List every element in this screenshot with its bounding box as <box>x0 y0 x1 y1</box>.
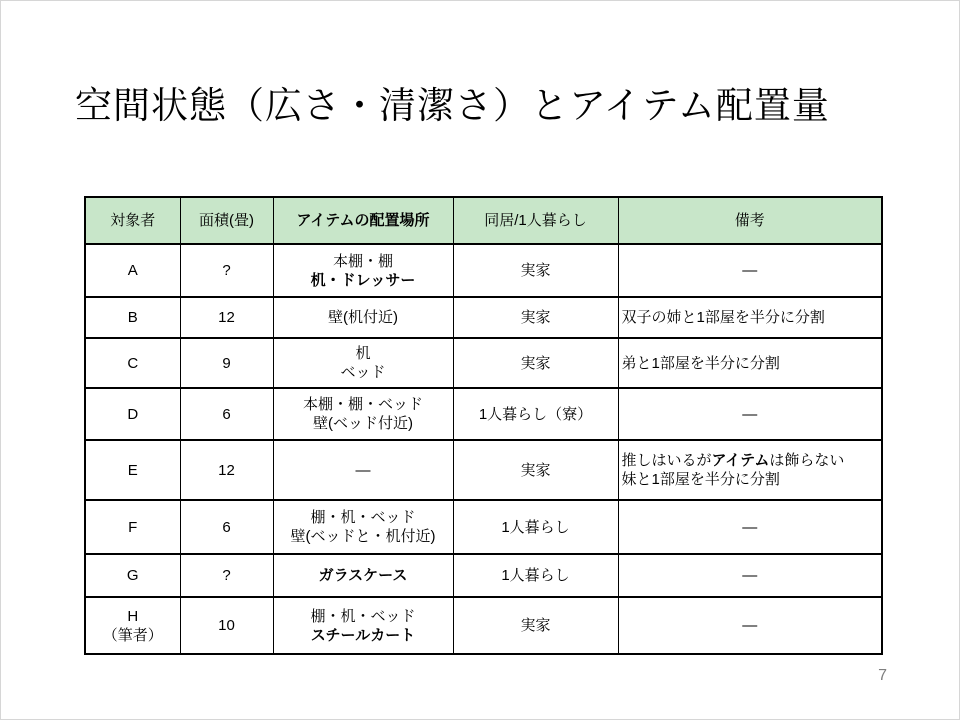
table-cell-subject <box>85 440 180 500</box>
page-title: 空間状態（広さ・清潔さ）とアイテム配置量 <box>75 85 830 126</box>
cell-text-line: 壁(ベッド付近) <box>313 415 413 432</box>
table-body <box>85 244 882 654</box>
cell-text-line: 実家 <box>520 461 551 479</box>
cell-text-line: 本棚・棚 <box>332 252 393 270</box>
table-cell-placement <box>273 554 453 597</box>
table-container <box>84 196 883 655</box>
table-cell-placement <box>273 338 453 388</box>
cell-text-line: 棚・机・ベッド <box>310 607 416 625</box>
cell-text-line: 実家 <box>520 262 551 279</box>
data-table <box>84 196 883 655</box>
table-cell-area <box>180 244 273 297</box>
cell-text-line: 6 <box>222 518 231 536</box>
table-cell-remark <box>618 338 882 388</box>
table-cell-living <box>453 440 618 500</box>
cell-text-line: 1人暮らし <box>501 518 570 536</box>
cell-text-line: ― <box>742 405 758 423</box>
cell-text-line: ― <box>355 461 371 479</box>
column-header-5: 備考 <box>618 197 882 244</box>
cell-text-line: ? <box>222 567 231 584</box>
table-cell-living <box>453 597 618 654</box>
table-cell-living <box>453 500 618 554</box>
cell-text-line: 机・ドレッサー <box>310 271 416 289</box>
table-row <box>85 244 882 297</box>
table-cell-subject <box>85 297 180 338</box>
column-header-3: アイテムの配置場所 <box>273 197 453 244</box>
column-header-4: 同居/1人暮らし <box>453 197 618 244</box>
table-row <box>85 388 882 440</box>
table-row <box>85 297 882 338</box>
table-cell-area <box>180 597 273 654</box>
cell-text-line: 実家 <box>520 617 551 634</box>
table-cell-placement <box>273 244 453 297</box>
cell-text-line: 実家 <box>520 309 551 326</box>
table-cell-remark <box>618 297 882 338</box>
table-cell-remark <box>618 388 882 440</box>
table-cell-subject <box>85 388 180 440</box>
table-row <box>85 500 882 554</box>
cell-text-line: 9 <box>222 354 231 372</box>
table-cell-area <box>180 500 273 554</box>
cell-text-line: D <box>127 405 139 423</box>
cell-text-line: B <box>127 309 138 326</box>
table-cell-area <box>180 338 273 388</box>
table-cell-subject <box>85 500 180 554</box>
table-cell-subject <box>85 597 180 654</box>
cell-text-line: ― <box>742 617 758 634</box>
table-cell-placement <box>273 297 453 338</box>
table-cell-placement <box>273 597 453 654</box>
cell-text-line: F <box>128 518 138 536</box>
table-cell-remark <box>618 244 882 297</box>
page-number: 7 <box>878 667 887 684</box>
column-header-1: 対象者 <box>85 197 180 244</box>
cell-text-line: 12 <box>218 309 235 326</box>
cell-text-line: 実家 <box>520 354 551 372</box>
cell-text-line: スチールカート <box>310 626 416 644</box>
cell-text-line: 妹と1部屋を半分に分割 <box>621 471 780 488</box>
cell-text-line: ― <box>742 518 758 536</box>
cell-text-line: 弟と1部屋を半分に分割 <box>621 354 780 372</box>
cell-text-line: ? <box>222 262 231 279</box>
table-cell-area <box>180 440 273 500</box>
cell-text-line: 双子の姉と1部屋を半分に分割 <box>621 309 825 326</box>
cell-text-line: 1人暮らし <box>501 567 570 584</box>
table-row <box>85 597 882 654</box>
table-cell-area <box>180 388 273 440</box>
table-cell-living <box>453 338 618 388</box>
table-cell-living <box>453 297 618 338</box>
cell-text-line: ベッド <box>340 364 386 381</box>
table-row <box>85 554 882 597</box>
cell-text-line: 机 <box>355 345 371 362</box>
cell-text-line: 推しはいるがアイテムは飾らない <box>621 452 845 469</box>
cell-text-line: ― <box>742 262 758 279</box>
table-cell-subject <box>85 244 180 297</box>
cell-text-line: H <box>127 607 139 625</box>
cell-text-line: 12 <box>218 461 235 479</box>
table-cell-area <box>180 554 273 597</box>
table-cell-living <box>453 554 618 597</box>
cell-text-line: （筆者） <box>102 626 163 644</box>
cell-text-line: 壁(ベッドと・机付近) <box>290 528 436 545</box>
cell-text-line: C <box>127 354 139 372</box>
cell-text-line: A <box>127 262 138 279</box>
table-cell-subject <box>85 554 180 597</box>
cell-text-line: 1人暮らし（寮） <box>478 405 593 423</box>
table-cell-remark <box>618 440 882 500</box>
table-cell-remark <box>618 597 882 654</box>
table-cell-placement <box>273 440 453 500</box>
table-cell-living <box>453 388 618 440</box>
table-cell-placement <box>273 500 453 554</box>
table-cell-remark <box>618 554 882 597</box>
table-cell-subject <box>85 338 180 388</box>
table-cell-area <box>180 297 273 338</box>
cell-text-line: 棚・机・ベッド <box>310 509 416 526</box>
cell-text-line: 本棚・棚・ベッド <box>302 396 423 413</box>
cell-text-line: E <box>127 461 138 479</box>
cell-text-line: G <box>126 567 139 584</box>
table-cell-living <box>453 244 618 297</box>
cell-text-line: ガラスケース <box>318 567 408 584</box>
cell-text-line: 6 <box>222 405 231 423</box>
column-header-2: 面積(畳) <box>180 197 273 244</box>
table-cell-placement <box>273 388 453 440</box>
cell-text-line: 10 <box>218 617 235 634</box>
table-cell-remark <box>618 500 882 554</box>
table-header-row <box>85 197 882 244</box>
cell-text-line: ― <box>742 567 758 584</box>
cell-text-line: 壁(机付近) <box>328 309 398 326</box>
table-row <box>85 338 882 388</box>
table-row <box>85 440 882 500</box>
